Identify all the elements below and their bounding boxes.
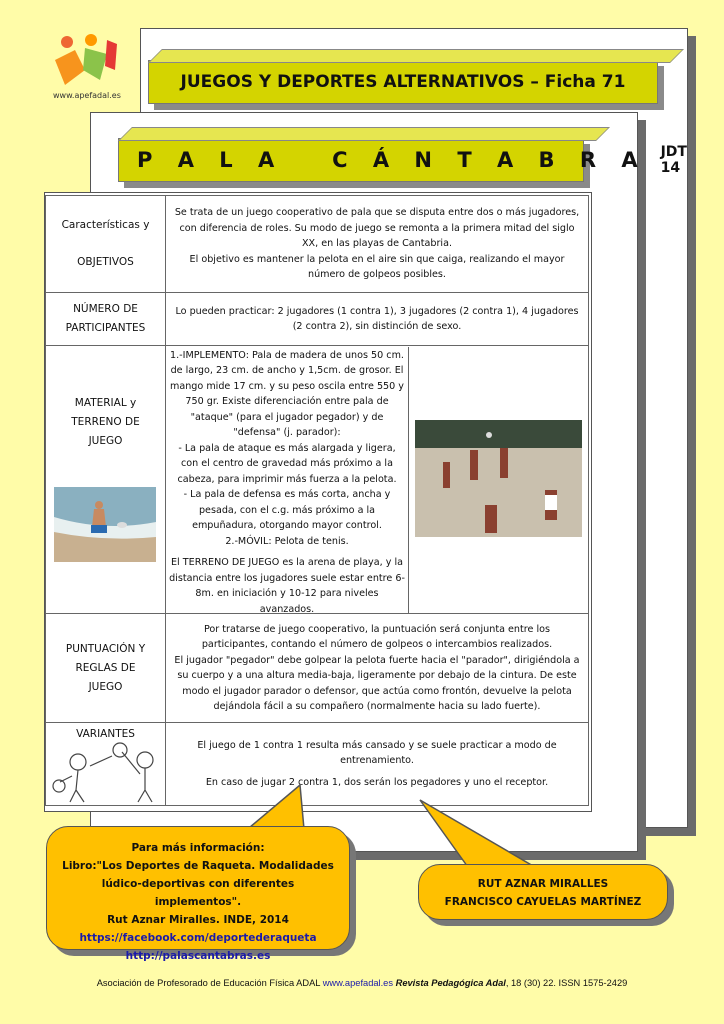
row-label: PUNTUACIÓN Y REGLAS DE JUEGO	[46, 614, 166, 723]
author-1: RUT AZNAR MIRALLES	[477, 878, 609, 890]
row-label: MATERIAL y TERRENO DE JUEGO	[46, 346, 166, 614]
palascantabras-link[interactable]: http://palascantabras.es	[125, 950, 271, 962]
header-bar	[148, 60, 658, 104]
footer: Asociación de Profesorado de Educación Física ADAL www.apefadal.es Revista Pedagógica Adal, 18 (30) 22. ISSN 1575-2429	[96, 978, 628, 988]
row-text: 1.-IMPLEMENTO: Pala de madera de unos 50 cm. de largo, 23 cm. de ancho y 1,5cm. de grosor. El mango mide 17 cm. y su peso oscila entre 550 y 750 gr. Existe diferenciación entre pala de "ataque" (para el jugador pegador) y de "defensa" (j. parador): - La pala de ataque es más alargada y ligera, con el centro de gravedad más próximo a la cabeza, para imprimir más fuerza a la pelota. - La pala de defensa es más corta, ancha y pesada, con el c.g. más próximo a la empuñadura, otorgando mayor control. 2.-MÓVIL: Pelota de tenis. El TERRENO DE JUEGO es la arena de playa, y la distancia entre los jugadores suele estar entre 6-8m. en iniciación y 10-12 para niveles avanzados.	[166, 346, 589, 614]
subheader-bar	[118, 138, 687, 182]
apefadal-logo	[45, 30, 125, 100]
table-row	[46, 293, 589, 346]
info-bubble	[46, 826, 350, 962]
facebook-link[interactable]: https://facebook.com/deportederaqueta	[79, 932, 317, 944]
row-text: Se trata de un juego cooperativo de pala que se disputa entre dos o más jugadores, con diferencia de roles. Su modo de juego se remonta a la primera mitad del siglo XX, en las playas de Cantabria. El objetivo es mantener la pelota en el aire sin que caiga, realizando el mayor número de golpeos posibles.	[166, 196, 589, 293]
row-text: Por tratarse de juego cooperativo, la puntuación será conjunta entre los participantes, contando el número de golpeos o intercambios realizados. El jugador "pegador" debe golpear la pelota fuerte hacia el "parador", dirigiéndola a su cuerpo y a una altura media-baja, ligeramente por debajo de la cintura. De este modo el jugador parador o defensor, que actúa como frontón, devuelve la pelota dejándola fácil a su compañero (normalmente hacia su lado fuerte).	[166, 614, 589, 723]
row-label: NÚMERO DE PARTICIPANTES	[46, 293, 166, 346]
row-text: Lo pueden practicar: 2 jugadores (1 contra 1), 3 jugadores (2 contra 1), 4 jugadores (2 contra 2), sin distinción de sexo.	[166, 293, 589, 346]
row-label: VARIANTES	[46, 723, 166, 806]
table-row	[46, 196, 589, 293]
game-code: JDT 14	[660, 144, 687, 176]
row-label: Características y OBJETIVOS	[46, 196, 166, 293]
game-title: P A L A C Á N T A B R A	[137, 148, 647, 172]
table-row	[46, 614, 589, 723]
players-beach-photo	[415, 420, 582, 537]
logo-site: www.apefadal.es	[53, 91, 121, 100]
info-heading: Para más información:	[131, 842, 265, 854]
footer-link[interactable]: www.apefadal.es	[322, 978, 394, 988]
beach-player-photo	[54, 487, 156, 562]
author-2: FRANCISCO CAYUELAS MARTÍNEZ	[444, 896, 642, 908]
book-reference: Libro:"Los Deportes de Raqueta. Modalidades lúdico-deportivas con diferentes implementos".	[62, 860, 334, 908]
book-author: Rut Aznar Miralles. INDE, 2014	[107, 914, 289, 926]
authors-bubble	[418, 864, 668, 920]
header-title: JUEGOS Y DEPORTES ALTERNATIVOS – Ficha 71	[180, 72, 626, 92]
row-text: El juego de 1 contra 1 resulta más cansado y se suele practicar a modo de entrenamiento. En caso de jugar 2 contra 1, dos serán los pegadores y uno el receptor.	[166, 723, 589, 806]
